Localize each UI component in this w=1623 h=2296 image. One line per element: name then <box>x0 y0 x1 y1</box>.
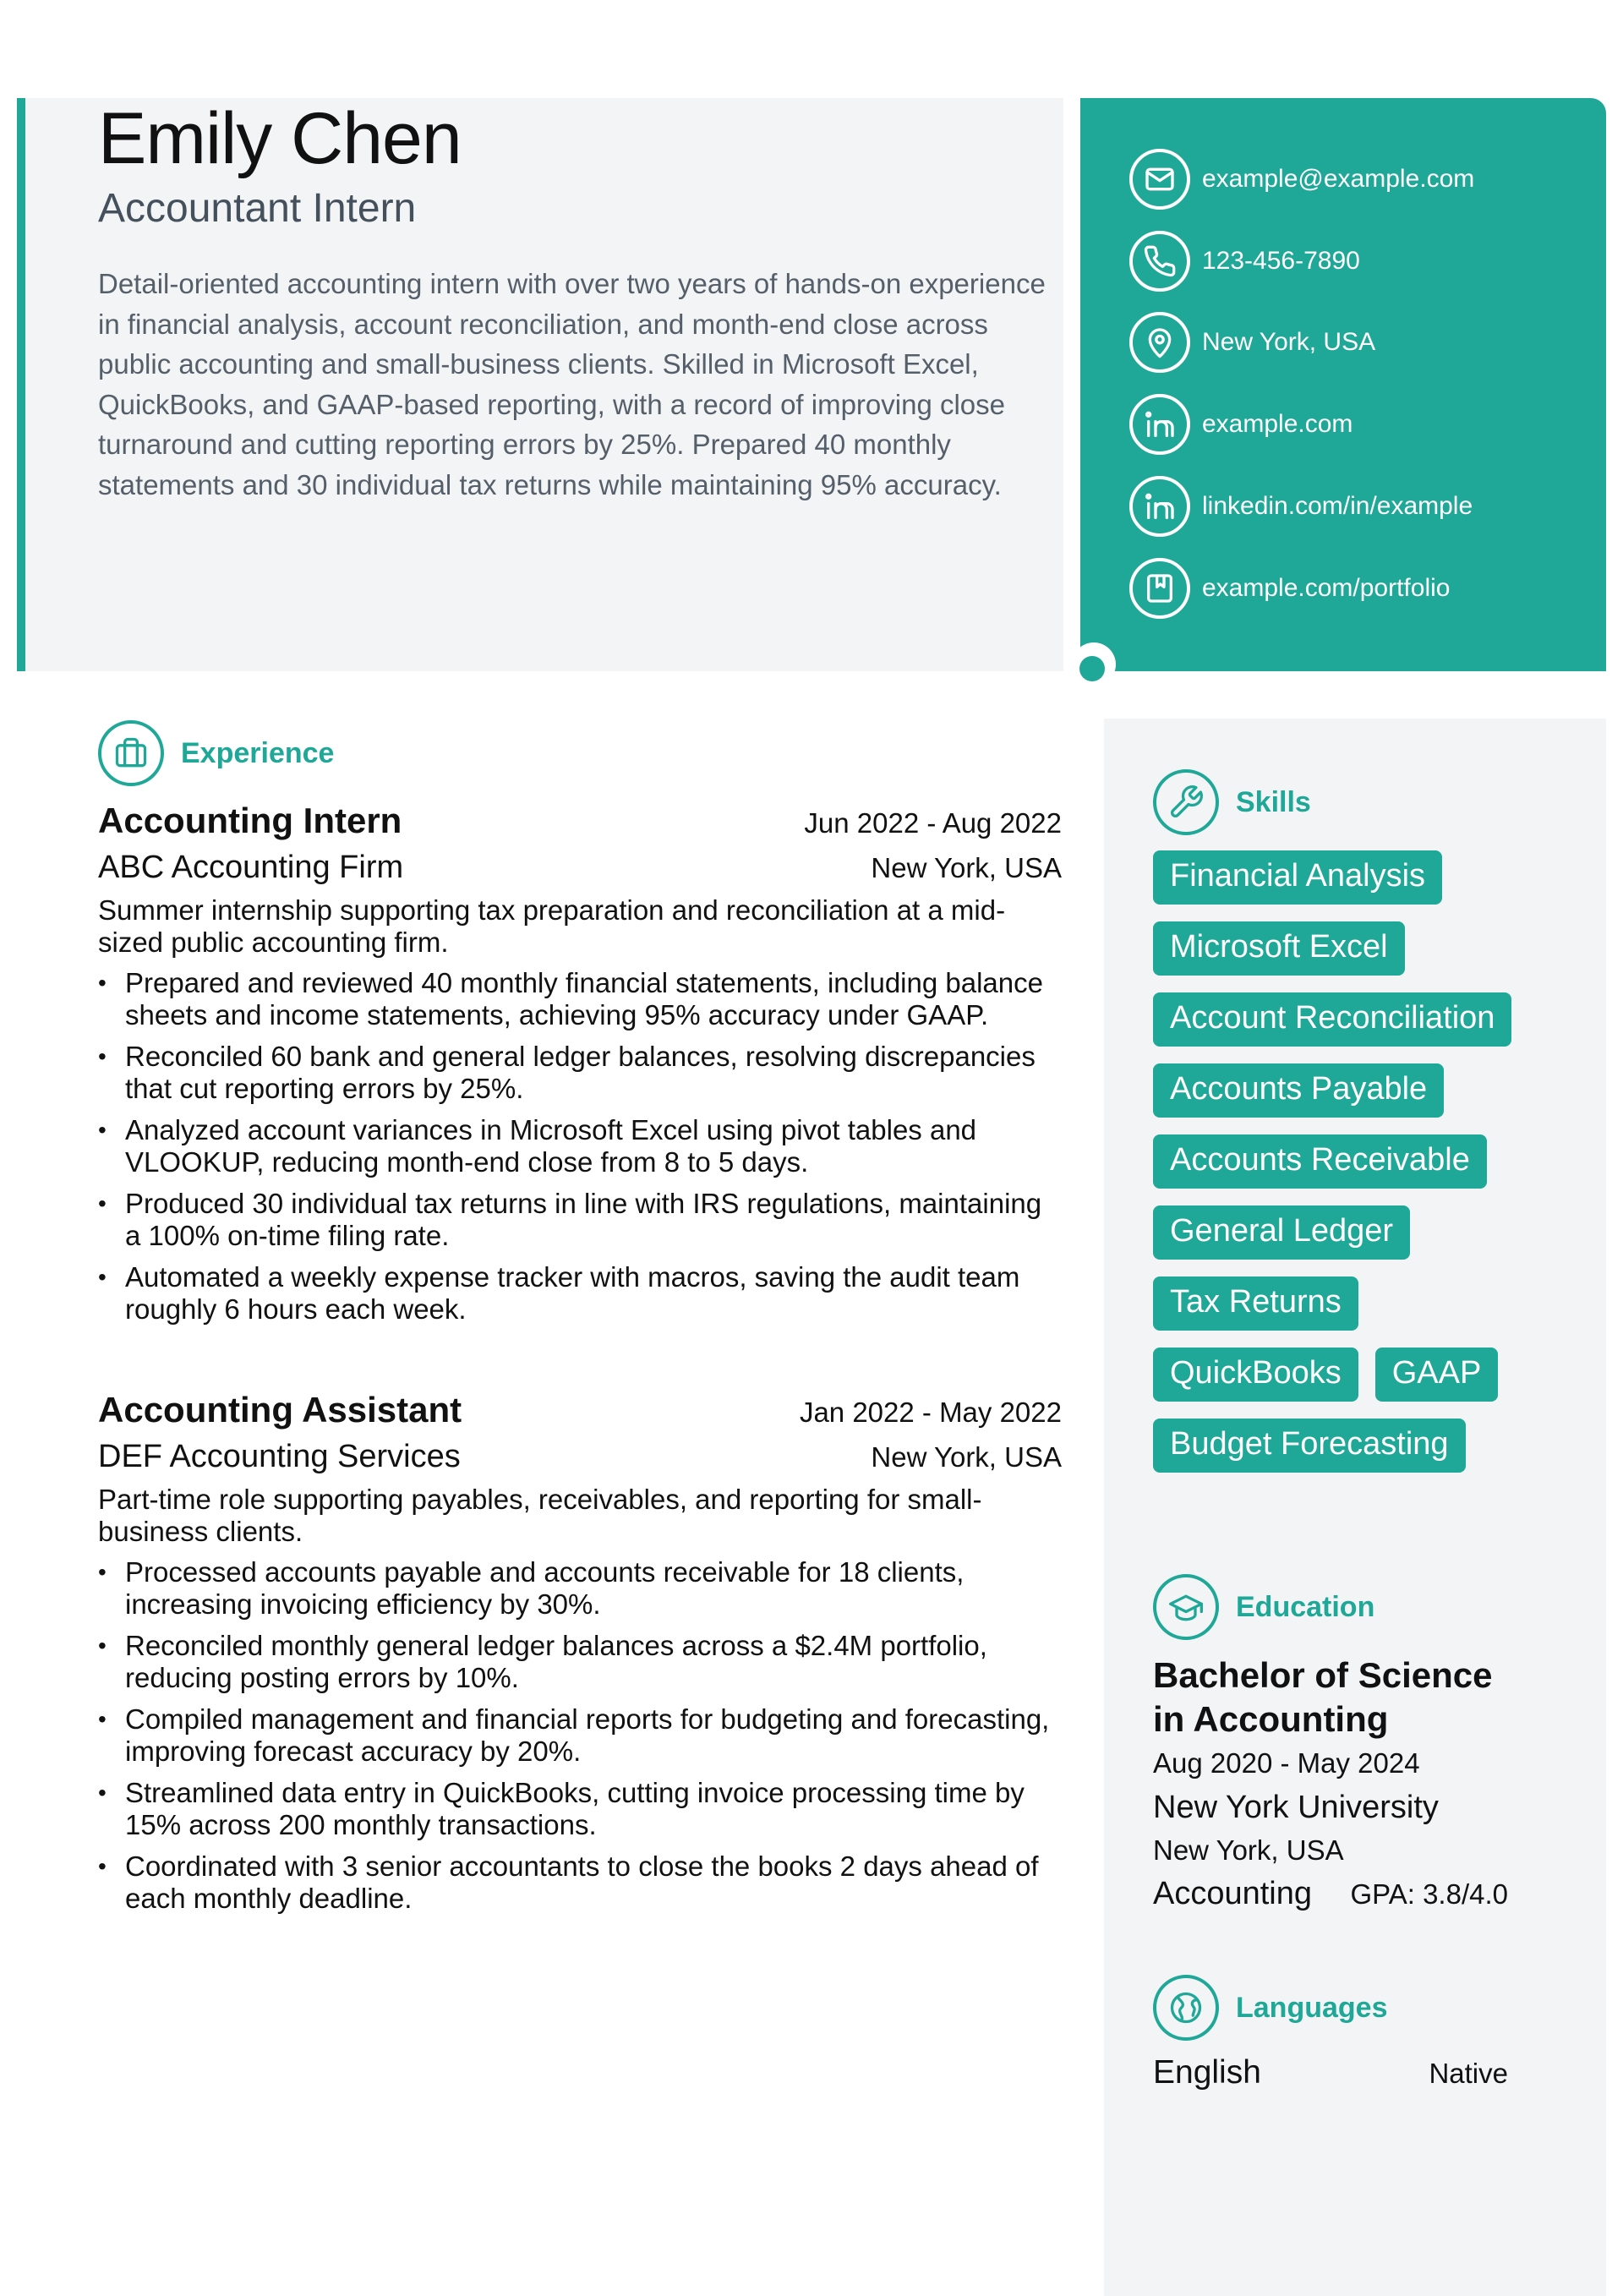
experience-heading <box>98 720 334 786</box>
job-position: Accounting Intern <box>98 801 402 840</box>
contact-portfolio-text: example.com/portfolio <box>1202 574 1451 602</box>
briefcase-icon <box>98 720 164 786</box>
edu-degree: Bachelor of Science in Accounting <box>1153 1655 1493 1739</box>
bullet-item: • Automated a weekly expense tracker with macros, saving the audit team roughly 6 hours each week. <box>98 1261 1062 1326</box>
bullet-item: • Processed accounts payable and accounts receivable for 18 clients, increasing invoicing efficiency by 30%. <box>98 1556 1062 1621</box>
education-title: Education <box>1236 1590 1375 1623</box>
contact-website[interactable] <box>1129 391 1352 457</box>
job-entry-2 <box>98 1387 1062 1924</box>
job-entry-1 <box>98 798 1062 1335</box>
linkedin-icon <box>1129 394 1190 455</box>
languages-title: Languages <box>1236 1991 1388 2024</box>
skill-tag: GAAP <box>1375 1348 1499 1402</box>
job-company: ABC Accounting Firm <box>98 850 404 885</box>
job-date: Jun 2022 - Aug 2022 <box>804 807 1062 839</box>
language-level: Native <box>1429 2058 1508 2089</box>
wrench-icon <box>1153 769 1219 835</box>
job-bullets <box>98 1556 1062 1915</box>
skill-tag: Account Reconciliation <box>1153 992 1511 1047</box>
panel-notch-dot <box>1079 656 1105 681</box>
contact-location-text: New York, USA <box>1202 328 1376 356</box>
summary-text: Detail-oriented accounting intern with over two years of hands-on experience in financial analysis, account reconciliation, and month-end close across public accounting and small-business clients. Skilled in Microsoft Excel, QuickBooks, and GAAP-based reporting, with a record of improving close turnaround and cutting reporting errors by 25%. Prepared 40 monthly statements and 30 individual tax returns while maintaining 95% accuracy. <box>98 268 1046 500</box>
bullet-item: • Prepared and reviewed 40 monthly financial statements, including balance sheets and income statements, achieving 95% accuracy under GAAP. <box>98 967 1062 1031</box>
globe-icon <box>1153 1975 1219 2041</box>
location-pin-icon <box>1129 312 1190 373</box>
skill-tag: General Ledger <box>1153 1205 1410 1260</box>
job-description: Summer internship supporting tax preparation and reconciliation at a mid-sized public accounting firm. <box>98 894 1006 958</box>
skill-tag: Tax Returns <box>1153 1276 1358 1331</box>
job-company: DEF Accounting Services <box>98 1439 461 1474</box>
candidate-name: Emily Chen <box>98 98 462 179</box>
job-location: New York, USA <box>871 852 1062 883</box>
graduation-cap-icon <box>1153 1574 1219 1640</box>
languages-heading <box>1153 1975 1387 2041</box>
skills-heading <box>1153 769 1311 835</box>
bullet-item: • Streamlined data entry in QuickBooks, cutting invoice processing time by 15% across 200 monthly transactions. <box>98 1777 1062 1841</box>
portfolio-icon <box>1129 558 1190 619</box>
bullet-item: • Reconciled monthly general ledger balances across a $2.4M portfolio, reducing posting errors by 10%. <box>98 1630 1062 1694</box>
education-entry <box>1153 1654 1508 1916</box>
bullet-item: • Coordinated with 3 senior accountants to close the books 2 days ahead of each monthly deadline. <box>98 1850 1062 1915</box>
edu-field: Accounting <box>1153 1876 1313 1911</box>
contact-email[interactable] <box>1129 146 1474 212</box>
contact-website-text: example.com <box>1202 410 1353 438</box>
job-description: Part-time role supporting payables, receivables, and reporting for small-business clients. <box>98 1484 982 1547</box>
contact-email-text: example@example.com <box>1202 165 1475 193</box>
skill-tag: Financial Analysis <box>1153 850 1442 905</box>
contact-portfolio[interactable] <box>1129 555 1450 621</box>
contact-phone[interactable] <box>1129 228 1360 294</box>
bullet-item: • Compiled management and financial reports for budgeting and forecasting, improving forecast accuracy by 20%. <box>98 1703 1062 1768</box>
skill-tag: Microsoft Excel <box>1153 921 1405 976</box>
experience-title: Experience <box>181 736 335 769</box>
contact-location <box>1129 309 1375 375</box>
skill-tag: QuickBooks <box>1153 1348 1358 1402</box>
mail-icon <box>1129 149 1190 210</box>
skills-list <box>1153 850 1516 1473</box>
language-name: English <box>1153 2054 1261 2091</box>
edu-date: Aug 2020 - May 2024 <box>1153 1747 1420 1779</box>
linkedin-icon <box>1129 476 1190 537</box>
contact-phone-text: 123-456-7890 <box>1202 247 1360 275</box>
job-date: Jan 2022 - May 2022 <box>799 1397 1062 1428</box>
bullet-item: • Reconciled 60 bank and general ledger balances, resolving discrepancies that cut reporting errors by 25%. <box>98 1041 1062 1105</box>
edu-gpa: GPA: 3.8/4.0 <box>1350 1878 1508 1910</box>
candidate-title: Accountant Intern <box>98 186 417 231</box>
education-heading <box>1153 1574 1374 1640</box>
contact-linkedin-text: linkedin.com/in/example <box>1202 492 1473 520</box>
skill-tag: Accounts Receivable <box>1153 1134 1487 1189</box>
language-item <box>1153 2054 1508 2091</box>
job-position: Accounting Assistant <box>98 1390 462 1430</box>
bullet-item: • Produced 30 individual tax returns in line with IRS regulations, maintaining a 100% on-time filing rate. <box>98 1188 1062 1252</box>
phone-icon <box>1129 231 1190 292</box>
skill-tag: Accounts Payable <box>1153 1063 1444 1118</box>
edu-location: New York, USA <box>1153 1834 1344 1866</box>
job-bullets <box>98 967 1062 1326</box>
skill-tag: Budget Forecasting <box>1153 1419 1466 1473</box>
edu-school: New York University <box>1153 1790 1439 1825</box>
bullet-item: • Analyzed account variances in Microsoft Excel using pivot tables and VLOOKUP, reducing month-end close from 8 to 5 days. <box>98 1114 1062 1178</box>
job-location: New York, USA <box>871 1441 1062 1473</box>
skills-title: Skills <box>1236 785 1311 818</box>
contact-linkedin[interactable] <box>1129 473 1473 539</box>
